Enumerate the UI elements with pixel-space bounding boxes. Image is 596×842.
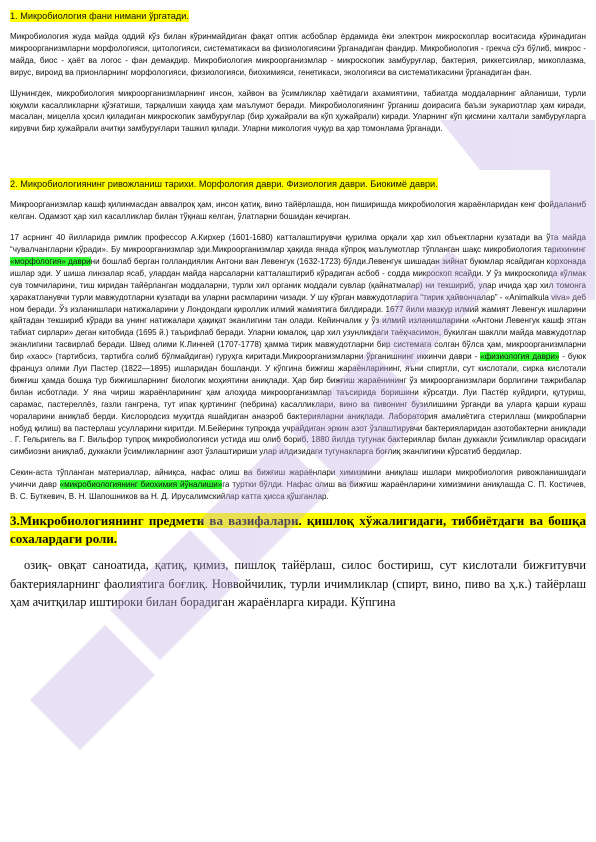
- section-1-paragraph-1: Микробиология жуда майда оддий кўз билан кўринмайдиган фақат оптик асбоблар ёрдамида ёки электрон микроскоплар воситасида кўринадиган микроорганизмларни морфологияси, цитологияси, систематикаси ва физиологиясини ўрганадиган фандир. Микробиология - грекча сўз бўлиб, микрос - майда, биос - ҳаёт ва логос - фан демакдир. Микробиология микроорганизмлар - микроскопик замбуруғлар, бактерия, риккетсиялар, микоплазма, вирус, вироид ва прионларнинг морфологияси, физиологияси, биохимияси, генетикаси, экологияси ва систематикасини ўрганадиган фан.: [10, 32, 586, 77]
- section-3-heading: 3.Микробиологиянинг предмети ва вазифалари. қишлоқ хўжалигидаги, тиббиётдаги ва бошқа сохалардаги роли.: [10, 513, 586, 546]
- section-1-heading: 1. Микробиология фани нимани ўргатади.: [10, 11, 189, 21]
- section-3-heading-wrap: [10, 512, 586, 548]
- text-run: ни бошлаб берган голландиялик Антони ван Левенгук (1632-1723) бўлди.Левенгук шишадан зийнат буюмлар ясайдиган корхонада ишлар эди. У шиша линзалар ясаб, улардан майда нарсаларни катталаштириб кўрадиган асбоб - содда микроскоп ясайди. У ўз микроскопида кўлмак сув томчиларини, тиш киридан тайёрланган моддаларни, турли хил органик моддали сувлар (қайнатмалар) ни текшириб, улар ичида ҳар хил томонга ҳаракатланувчи турли мавжудотларни кузатади ва уларни расмларини чизади. У шу кўрган мавжудотларига “тирик ҳайвончалар” - «Animalkula viva» деб ном беради. Ўз изланишлари натижаларини у Лондондаги қироллик илмий жамиятига билдиради. 1677 йили мазкур илмий жамият Левенгук ишларини қайтадан текшириб кўради ва унинг натижалари ҳақиқат эканлигини тан олади. Кейинчалик у ўз илмий изланишларини «Антони Левенгук кашф этган табиат сирлари» деган китобида (1695 й.) таърифлаб беради. Уларни юмалоқ, цар хил узунликдаги таёқчасимон, букилган шаклли майда мавжудотлар эканлигини тасвирлаб беради. Швед олими К.Линней (1707-1778) ҳамма тирик мавжудотларни бир системага солган бўлса ҳам, микроорганизмларни бир «хаос» (тартибсиз, тартибга солиб бўлмайдиган) гуруҳга киритади.Микроорганизмларни ўрганишнинг иккинчи даври -: [10, 256, 586, 362]
- section-2: [10, 174, 586, 503]
- highlight-biochemistry-direction: «микробиологиянинг биохимия йўналиши»: [59, 480, 223, 490]
- text-run: 17 асрнинг 40 йилларида римлик профессор А.Кирхер (1601-1680) катталаштирувчи қурилма орқали ҳар хил объектларни кузатади ва ўта майда “чувалчангларни кўради». Бу микроорганизмлар эди.Микроорганизмлар ҳақида янада кўпроқ маълумотлар тўпланган шақс микробиология тарихининг: [10, 233, 586, 254]
- section-2-paragraph-3: [10, 467, 586, 503]
- section-1-paragraph-2: Шунингдек, микробиология микроорганизмларнинг инсон, хайвон ва ўсимликлар хаётидаги ахамиятини, табиатда моддаларнинг айланиши, турли юқумли касалликларни қўзғатиши, тарқалиши хақида ҳам маълумот беради. Микробиологиянинг ўрганиш доирасига баъзи эукариотлар ҳам киради, масалан, мицелла ҳосил қиладиган микроскопик замбуруғлар (бир ҳужайрали ва кўп ҳужайрали) киради. Уларнинг кўп қисмини халтали замбуруғларга кирувчи бир ҳужайрали ачитқи замбуруғлари ташкил қилади. Уларни микология чуқур ва ҳар томонлама ўрганади.: [10, 88, 586, 134]
- section-2-paragraph-1: Микроорганизмлар кашф қилинмасдан аввалроқ ҳам, инсон қатиқ, вино тайёрлашда, нон пиширишда микробиология жараёнларидан кенг фойдаланиб келган. Одамзот ҳар хил касалликлар билан тўқнаш келган, ўлатларни бошидан кечирган.: [10, 200, 586, 222]
- text-run: - буюк француз олими Луи Пастер (1822—1895) ишларидан бошланди. У кўпгина бижғиш жараёнларининг, яъни спиртли, сут кислотали, сирка кислотали бижғиш ҳамда бошқа тур бижғишларнинг биологик моҳиятини аниқлади. Ҳар бир бижғиш жараёнининг ўз микроорганизмлари борлигини тажрибалар билан исботлади. У яна чириш жараёнларининг ҳам алоҳида микроорганизмлар таъсирида боришини кўрсатди. Луи Пастёр куйдирги, қутуриш, сарамас, пастереллёз, газли гангрена, тут ипак қуртининг (пебрина) касалликлари, вино ва пивонинг бузилишини ўрганди ва уларга қарши кураш чораларини аниқлаб берди. Кислородсиз муҳитда яшайдиган анаэроб бактерияларни аниқлади. Лаборатория амалиётига стериллаш (микробларни нобуд қилиш) ва пастерлаш усулларини киритди. М.Бейеринк тупроқда учрайдиган эркин азот ўзлаштирувчи бактерияларидан азотобактерни аниқлади . Г. Гельригель ва Г. Вильфор тупроқ микробиологияси устида иш олиб бориб, 1880 йилда тугунак бактериялар билан дуккакли ўсимликлар орасидаги симбиозни аниқлаб, дуккакли ўсимликларнинг азот ўзлаштириши улар илдизидаги тугунакларга боғлиқ эканлигини кўрсатиб бердилар.: [10, 352, 586, 457]
- section-3-paragraph-1: озиқ- овқат саноатида, қатиқ, қимиз, пишлоқ тайёрлаш, силос бостириш, сут кислотали бижғитувчи бактерияларнинг фаолиятига боғлиқ. Новвойчилик, турли ичимликлар (спирт, вино, пиво ва ҳ.к.) тайёрлаш ҳам ачитқилар иштироки билан борадиган жараёнларга киради. Кўпгина: [10, 558, 586, 609]
- text-run: Секин-аста тўпланган материаллар, айниқса, нафас олиш ва бижғиш жараёнлари химизмини аниқлаш ишлари микробиология ривожланишидаги учинчи давр: [10, 468, 586, 490]
- document-page: [10, 6, 586, 612]
- blank-space: [10, 144, 586, 174]
- highlight-physiology-period: «физиология даври»: [480, 352, 560, 362]
- section-3: [10, 512, 586, 612]
- section-2-heading: 2. Микробиологиянинг ривожланиш тарихи. Морфология даври. Физиология даври. Биокимё даври.: [10, 179, 438, 190]
- section-1: [10, 6, 586, 135]
- section-2-paragraph-2: [10, 232, 586, 458]
- highlight-morphology-period: «морфология» даври: [10, 256, 91, 266]
- text-run: га туртки бўлди. Нафас олиш ва бижғиш жараёнларини химизмини аниқлашда С. П. Костичев, В. С. Буткевич, В. Н. Шапошников ва Н. Д. Ирусалимскийлар катта ҳисса қўшганлар.: [10, 480, 587, 502]
